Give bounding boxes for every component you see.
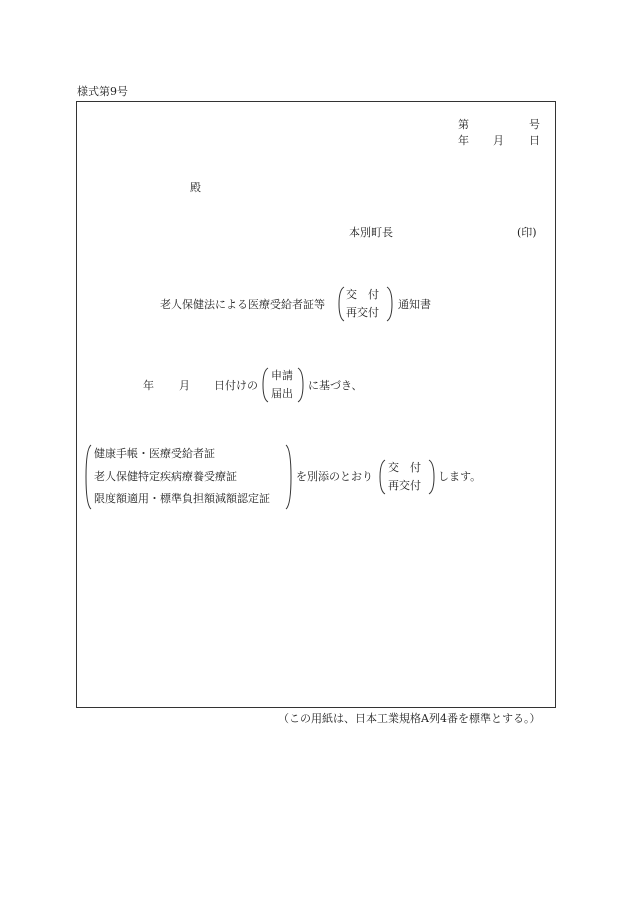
body-item: 限度額適用・標準負担額減額認定証 [94,492,270,505]
body-option-open-brace [379,459,386,495]
issue-tsuki: 月 [493,134,504,147]
date-open-brace [262,367,269,403]
body-option-close-brace [428,459,435,495]
body-tail: します。 [438,470,482,483]
issue-nen: 年 [458,134,469,147]
seal-mark: (印) [517,226,537,239]
issue-go: 号 [529,118,540,131]
body-option-issue: 交 付 [388,461,421,474]
date-tail: に基づき、 [308,379,363,392]
date-option-notification: 届出 [271,387,293,400]
body-item: 健康手帳・医療受給者証 [94,447,215,460]
issue-dai: 第 [458,118,469,131]
body-middle: を別添のとおり [296,470,373,483]
body-items-open-brace [85,444,92,510]
addressee-suffix: 殿 [190,181,201,194]
body-items-close-brace [285,444,292,510]
date-option-application: 申請 [271,369,293,382]
date-hizuke: 日付けの [214,379,258,392]
footnote: （この用紙は、日本工業規格A列4番を標準とする。） [278,712,541,725]
date-nen: 年 [143,379,154,392]
title-tail: 通知書 [398,298,431,311]
date-close-brace [297,367,304,403]
form-frame [76,101,556,708]
title-close-brace [386,286,393,322]
issuer-name: 本別町長 [349,226,393,239]
body-option-reissue: 再交付 [388,479,421,492]
title-open-brace [338,286,345,322]
body-item: 老人保健特定疾病療養受療証 [94,470,237,483]
document-title: 老人保健法による医療受給者証等 [160,298,325,311]
date-tsuki: 月 [179,379,190,392]
issue-hi: 日 [529,134,540,147]
title-option-issue: 交 付 [346,288,379,301]
form-number: 様式第9号 [77,85,128,98]
title-option-reissue: 再交付 [346,306,379,319]
